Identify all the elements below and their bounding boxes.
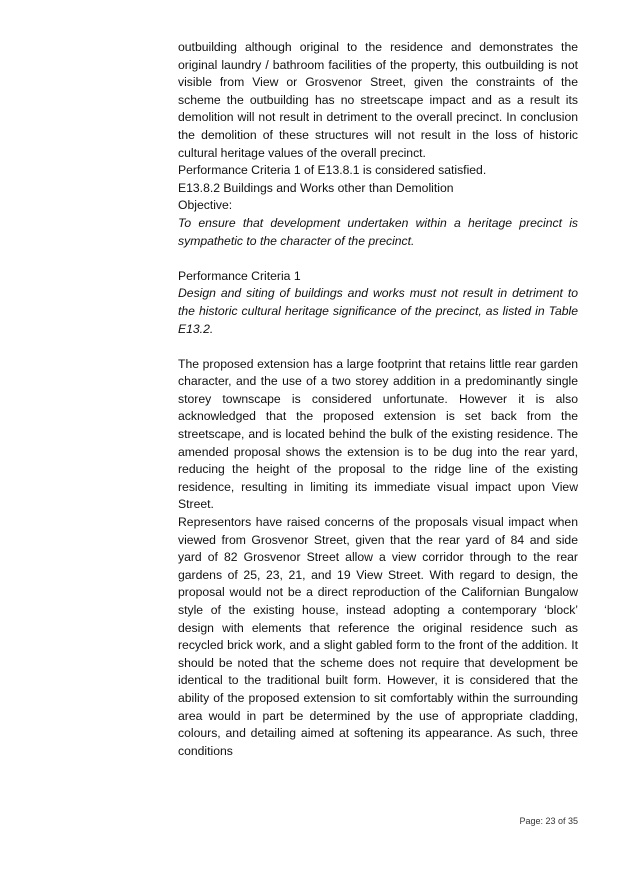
paragraph-representors: Representors have raised concerns of the proposals visual impact when viewed from Grosvenor Street, given that the rear yard of 84 and side yard of 82 Grosvenor Street allow a view corridor through to the rear gardens of 25, 23, 21, and 19 View Street. With regard to design, the proposal would not be a direct reproduction of the Californian Bungalow style of the existing house, instead adopting a contemporary ‘block’ design with elements that reference the original residence such as recycled brick work, and a slight gabled form to the front of the addition. It should be noted that the scheme does not require that development be identical to the traditional built form. However, it is considered that the ability of the proposed extension to sit comfortably within the surrounding area would in part be determined by the use of appropriate cladding, colours, and detailing aimed at softening its appearance. As such, three conditions xyxy=(178,515,578,758)
objective-text: To ensure that development undertaken within a heritage precinct is sympathetic to the character of the precinct. xyxy=(178,215,578,248)
paragraph-intro-continuation: outbuilding although original to the residence and demonstrates the original laundry / bathroom facilities of the property, this outbuilding is not visible from View or Grosvenor Street, given the constraints of the scheme the outbuilding has no streetscape impact and as a result its demolition will not result in detriment to the overall precinct. In conclusion the demolition of these structures will not result in the loss of historic cultural heritage values of the overall precinct. xyxy=(178,40,578,160)
performance-criteria-text: Design and siting of buildings and works must not result in detriment to the historic cultural heritage significance of the precinct, as listed in Table E13.2. xyxy=(178,286,578,336)
page-number: Page: 23 of 35 xyxy=(519,816,578,826)
section-heading: E13.8.2 Buildings and Works other than Demolition xyxy=(178,180,454,195)
objective-label: Objective: xyxy=(178,198,233,213)
performance-criteria-block xyxy=(178,268,578,338)
paragraph-pc1-satisfied: Performance Criteria 1 of E13.8.1 is considered satisfied. xyxy=(178,163,487,178)
body-text xyxy=(178,39,578,760)
performance-criteria-label: Performance Criteria 1 xyxy=(178,268,301,283)
paragraph-extension: The proposed extension has a large footprint that retains little rear garden character, and the use of a two storey addition in a predominantly single storey townscape is considered unfortunate. However it is also acknowledged that the proposed extension is set back from the streetscape, and is located behind the bulk of the existing residence. The amended proposal shows the extension is to be dug into the rear yard, reducing the height of the proposal to the ridge line of the existing residence, resulting in limiting its immediate visual impact upon View Street. xyxy=(178,356,578,512)
section-e13-8-2 xyxy=(178,180,578,250)
